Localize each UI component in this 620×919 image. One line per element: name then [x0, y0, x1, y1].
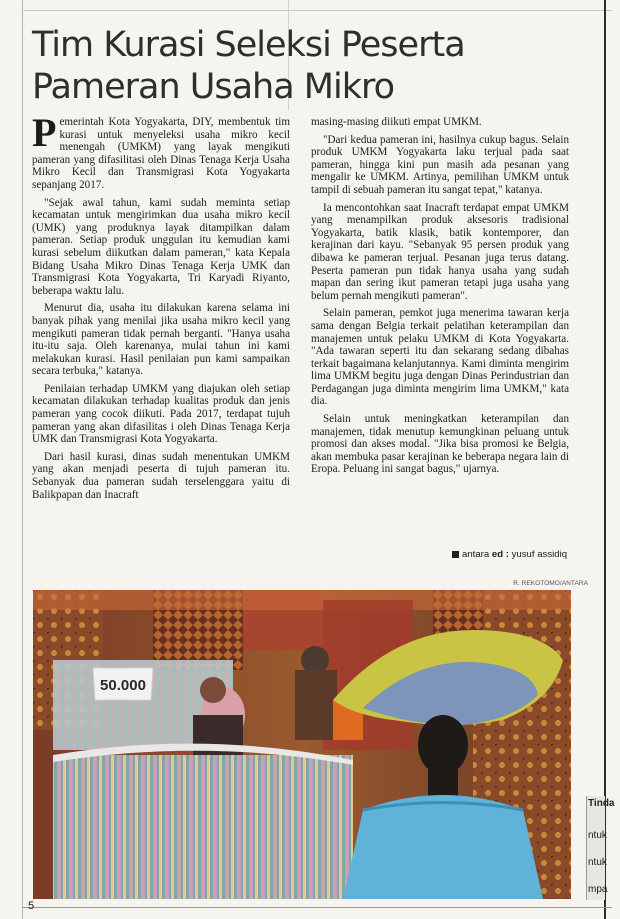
paragraph: "Sejak awal tahun, kami sudah meminta setiap kecamatan untuk mengirimkan dua usaha mikro kecil (UMK) yang produknya layak ditampilkan dalam pameran. Setiap produk unggulan itu kemudian kami kurasi sebelum diikutkan dalam pameran," kata Kepala Bidang Usaha Mikro Dinas Tenaga Kerja UMK dan Transmigrasi Kota Yogyakarta, Tri Karyadi Riyanto, beberapa waktu lalu.: [32, 196, 290, 297]
article-headline: [32, 24, 572, 108]
article-photo: [33, 590, 571, 899]
page-rule-bottom: [22, 907, 612, 908]
paragraph: Penilaian terhadap UMKM yang diajukan oleh setiap kecamatan dilakukan terhadap kualitas produk dan jenis pameran yang cocok diikuti. Pada 2017, terdapat tujuh pameran yang akan difasilitas i oleh Dinas Tenaga Kerja UMK dan Transmigrasi Kota Yogyakarta.: [32, 382, 290, 446]
sidebar-line: ntuk: [588, 857, 607, 868]
sidebar-line: ntuk: [588, 830, 607, 841]
page-rule-top: [22, 10, 612, 11]
byline: [452, 549, 592, 560]
paragraph: Menurut dia, usaha itu dilakukan karena selama ini banyak pihak yang menilai jika usaha mikro kecil yang mengikuti pameran tidak pernah berganti. "Hanya usaha itu-itu saja. Oleh karenanya, mulai tahun ini kami melakukan kurasi. Hasil penilaian pun kami sampaikan secara terbuka," katanya.: [32, 302, 290, 378]
price-tag-text: 50.000: [100, 677, 146, 694]
article-column-left: [32, 110, 290, 506]
byline-ed-label: ed :: [491, 549, 509, 560]
square-bullet-icon: [452, 551, 459, 558]
headline-line-2: Pameran Usaha Mikro: [32, 67, 395, 107]
paragraph: Dari hasil kurasi, dinas sudah menentukan UMKM yang akan menjadi peserta di tujuh pameran itu. Sebanyak dua pameran sudah terselenggara yaitu di Balikpapan dan Inacraft: [32, 450, 290, 501]
paragraph: Ia mencontohkan saat Inacraft terdapat empat UMKM yang menampilkan produk aksesoris tradisional Yogyakarta, batik klasik, batik kontemporer, dan kerajinan dari kayu. "Sebanyak 95 persen produk yang dibawa ke pameran terjual. Pesanan juga terus datang. Peserta pameran pun tidak hanya usaha yang sudah mapan dan sering ikut pameran tetapi juga usaha yang belum pernah mengikuti pameran".: [311, 201, 569, 302]
headline-line-1: Tim Kurasi Seleksi Peserta: [32, 25, 465, 65]
paragraph: Selain untuk meningkatkan keterampilan dan manajemen, tidak menutup kemungkinan peluang untuk promosi dan akses modal. "Jika bisa promosi ke Belgia, akan membuka pasar kerajinan ke beberapa negara lain di Eropa. Peluang ini sangat bagus," ujarnya.: [311, 413, 569, 476]
paragraph: masing-masing diikuti empat UMKM.: [311, 116, 482, 128]
paragraph: Selain pameran, pemkot juga menerima tawaran kerja sama dengan Belgia terkait pelatihan keterampilan dan manajemen untuk pelaku UMKM di Kota Yogyakarta. "Ada tawaran seperti itu dan sekarang sedang dibahas terkait bagaimana kelanjutannya. Kami diminta mengirim lima UMKM begitu juga dengan Dinas Perindustrian dan Perdagangan juga diminta mengirim lima UMKM," kata dia.: [311, 307, 569, 408]
byline-editor: yusuf assidiq: [511, 549, 568, 560]
paragraph: "Dari kedua pameran ini, hasilnya cukup bagus. Selain produk UMKM Yogyakarta laku terjual pada saat pameran, hingga kini pun masih ada pesanan yang mengalir ke UMKM. Artinya, pemilihan UMKM untuk tampil di sebuah pameran itu sangat tepat," katanya.: [311, 133, 569, 196]
photo-credit: R. REKOTOMO/ANTARA: [513, 580, 588, 587]
page-rule-right: [604, 0, 606, 919]
page-number: 5: [28, 900, 35, 912]
paragraph: Pemerintah Kota Yogyakarta, DIY, membentuk tim kurasi untuk menyeleksi usaha mikro kecil menengah (UMKM) yang layak mengikuti pameran yang difasilitasi oleh Dinas Tenaga Kerja Usaha Mikro Kecil dan Transmigrasi Kota Yogyakarta sepanjang 2017.: [32, 110, 290, 191]
sidebar-line: mpa: [588, 884, 608, 895]
byline-agency: antara: [462, 549, 490, 560]
article-column-right: [311, 116, 569, 481]
batik-shop-photo: [33, 590, 571, 899]
sidebar-heading: Tinda: [588, 798, 615, 809]
page-rule-left: [22, 0, 23, 919]
